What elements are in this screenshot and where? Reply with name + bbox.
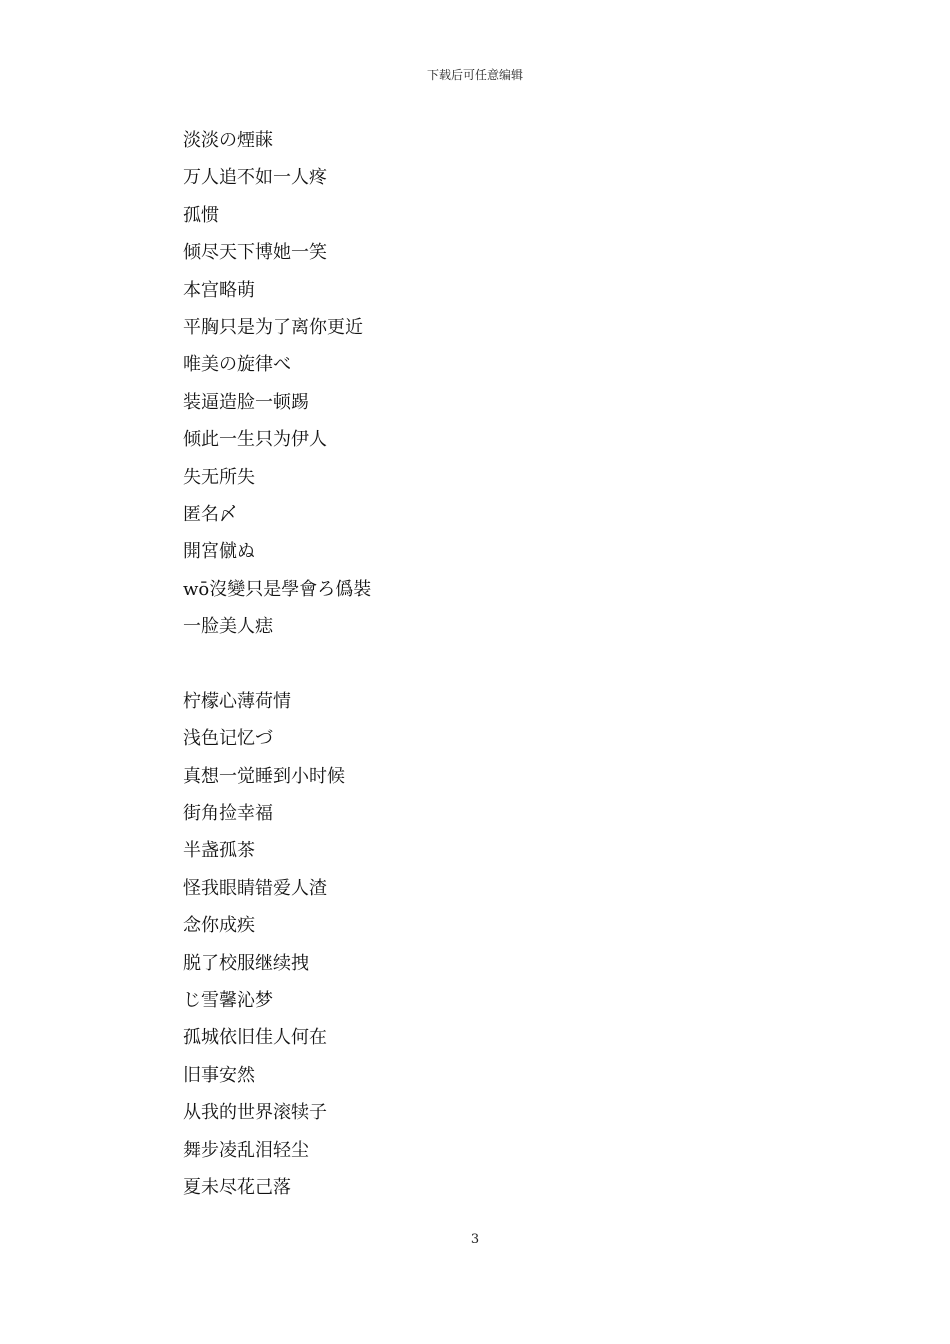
list-item: 失无所失 <box>183 466 255 488</box>
list-item: 孤惯 <box>183 204 219 226</box>
list-item: 淡淡の煙蔝 <box>183 130 273 151</box>
list-item: 唯美の旋律べ <box>183 354 291 376</box>
blank-line <box>183 645 371 682</box>
list-item: 半盏孤茶 <box>183 840 255 862</box>
list-item: 孤城依旧佳人何在 <box>183 1027 327 1049</box>
entry-list <box>183 122 371 1206</box>
list-item: 真想一觉睡到小时候 <box>183 765 345 787</box>
list-item: 平胸只是为了离你更近 <box>183 316 363 338</box>
list-item: 装逼造脸一顿踢 <box>183 391 309 413</box>
list-item: 一脸美人痣 <box>183 616 273 638</box>
list-item: 舞步凌乱泪轻尘 <box>183 1139 309 1161</box>
list-item: 从我的世界滚犊子 <box>183 1102 327 1124</box>
list-item: 柠檬心薄荷情 <box>183 690 291 712</box>
list-item: 旧事安然 <box>183 1064 255 1086</box>
list-item: 怪我眼睛错爱人渣 <box>183 877 327 899</box>
list-item: じ雪馨沁梦 <box>183 989 273 1011</box>
list-item: 倾尽天下博她一笑 <box>183 242 327 264</box>
list-item: 開宮僦ぬ <box>183 541 255 563</box>
list-item: 万人追不如一人疼 <box>183 167 327 189</box>
list-item: 街角捡幸福 <box>183 803 273 825</box>
list-item: 念你成疾 <box>183 915 255 937</box>
list-item: 倾此一生只为伊人 <box>183 429 327 451</box>
page-number: 3 <box>470 1232 480 1247</box>
list-item: wō沒變只是學會ろ僞裝 <box>183 578 372 600</box>
list-item: 脱了校服继续拽 <box>183 952 309 974</box>
list-item: 本宫略萌 <box>183 279 255 301</box>
list-item: 夏未尽花己落 <box>183 1176 291 1198</box>
list-item: 匿名〆 <box>183 503 237 525</box>
list-item: 浅色记忆づ <box>183 728 273 750</box>
page-header: 下载后可任意编辑 <box>426 68 523 82</box>
